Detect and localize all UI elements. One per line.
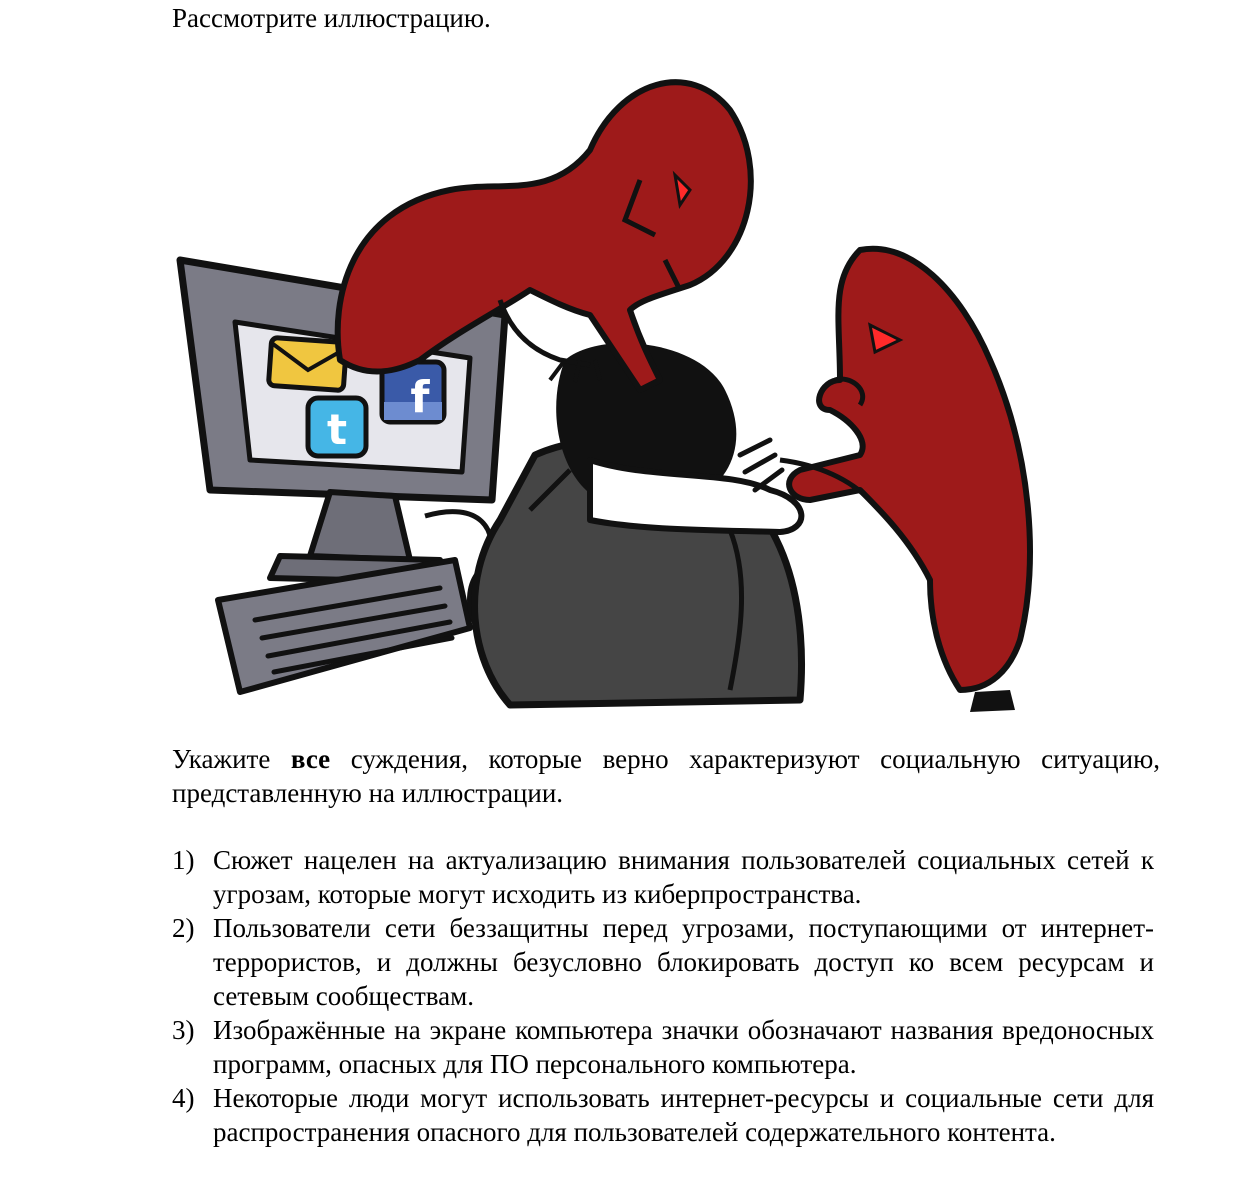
twitter-icon bbox=[308, 398, 366, 456]
question-before: Укажите bbox=[172, 744, 291, 774]
option-4 bbox=[172, 1081, 1154, 1149]
option-text: Сюжет нацелен на актуализацию внимания пользователей социальных сетей к угрозам, которые могут исходить из киберпространства. bbox=[213, 845, 1154, 909]
monster-top bbox=[338, 82, 751, 390]
question-after: суждения, которые верно характеризуют социальную ситуацию, представленную на иллюстрации. bbox=[172, 744, 1161, 808]
facebook-letter: f bbox=[410, 372, 430, 423]
option-2 bbox=[172, 911, 1154, 1013]
option-number: 2) bbox=[172, 913, 195, 943]
person bbox=[475, 343, 802, 705]
option-number: 4) bbox=[172, 1083, 195, 1113]
mail-icon bbox=[268, 337, 346, 390]
option-text: Некоторые люди могут использовать интернет-ресурсы и социальные сети для распространения опасного для пользователей содержательного контента. bbox=[213, 1083, 1154, 1147]
option-text: Пользователи сети беззащитны перед угрозами, поступающими от интернет-террористов, и должны безусловно блокировать доступ ко всем ресурсам и сетевым сообществам. bbox=[213, 913, 1154, 1011]
question-text bbox=[172, 742, 1160, 810]
answer-options bbox=[172, 843, 1154, 1149]
intro-text: Рассмотрите иллюстрацию. bbox=[172, 3, 491, 33]
keyboard bbox=[218, 560, 470, 692]
option-number: 1) bbox=[172, 845, 195, 875]
cyberbullying-illustration bbox=[170, 60, 1050, 720]
twitter-letter: t bbox=[326, 405, 348, 454]
option-text: Изображённые на экране компьютера значки обозначают названия вредоносных программ, опасных для ПО персонального компьютера. bbox=[213, 1015, 1154, 1079]
option-1 bbox=[172, 843, 1154, 911]
option-3 bbox=[172, 1013, 1154, 1081]
option-number: 3) bbox=[172, 1015, 195, 1045]
question-bold: все bbox=[290, 744, 331, 774]
